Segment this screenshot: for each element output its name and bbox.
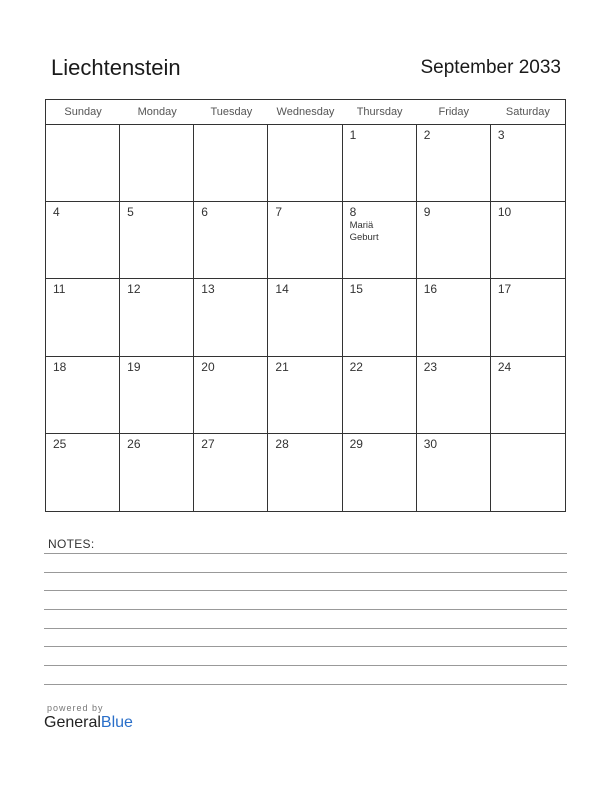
notes-line bbox=[44, 553, 567, 554]
day-cell bbox=[194, 279, 268, 356]
notes-label: NOTES: bbox=[48, 537, 95, 551]
day-number: 9 bbox=[423, 205, 431, 220]
powered-by-text: powered by bbox=[47, 703, 104, 713]
country-title: Liechtenstein bbox=[51, 55, 181, 80]
brand-name bbox=[44, 714, 133, 731]
day-cell bbox=[343, 279, 417, 356]
day-number: 1 bbox=[349, 128, 357, 142]
day-cell bbox=[491, 357, 565, 434]
day-cell bbox=[268, 357, 342, 434]
day-cell bbox=[268, 279, 342, 356]
day-number: 21 bbox=[275, 359, 289, 374]
day-cell bbox=[46, 125, 120, 202]
day-number: 20 bbox=[201, 359, 215, 374]
day-number: 14 bbox=[275, 282, 289, 297]
day-number: 6 bbox=[201, 205, 208, 220]
day-cell bbox=[417, 125, 491, 202]
notes-line bbox=[44, 665, 567, 666]
day-cell bbox=[343, 434, 417, 511]
day-number: 10 bbox=[497, 205, 512, 220]
day-cell bbox=[417, 279, 491, 356]
day-cell bbox=[417, 434, 491, 511]
brand-blue: Blue bbox=[100, 714, 133, 731]
weekday-header bbox=[46, 100, 565, 125]
weekday-label: Saturday bbox=[505, 106, 550, 118]
day-cell bbox=[120, 125, 194, 202]
day-number: 29 bbox=[349, 436, 363, 451]
day-number: 27 bbox=[201, 436, 215, 451]
weekday-label: Tuesday bbox=[210, 106, 253, 118]
day-number: 24 bbox=[497, 359, 512, 374]
day-cell bbox=[46, 434, 120, 511]
day-number: 3 bbox=[497, 128, 505, 142]
day-cell bbox=[194, 125, 268, 202]
notes-line bbox=[44, 684, 567, 685]
day-cell bbox=[268, 125, 342, 202]
notes-line bbox=[44, 572, 567, 573]
day-number: 7 bbox=[275, 205, 283, 220]
month-year-title: September 2033 bbox=[420, 57, 561, 78]
day-cell bbox=[417, 202, 491, 279]
weekday-label: Wednesday bbox=[276, 106, 335, 118]
notes-line bbox=[44, 590, 567, 591]
day-cell bbox=[343, 357, 417, 434]
day-cells bbox=[46, 125, 565, 511]
day-number: 13 bbox=[201, 282, 215, 297]
day-number: 28 bbox=[275, 436, 289, 451]
day-number: 22 bbox=[349, 359, 363, 374]
day-cell bbox=[120, 279, 194, 356]
day-cell bbox=[120, 357, 194, 434]
day-number: 18 bbox=[53, 359, 67, 374]
day-cell bbox=[491, 202, 565, 279]
day-number: 4 bbox=[53, 205, 60, 220]
notes-line bbox=[44, 609, 567, 610]
day-cell bbox=[46, 202, 120, 279]
day-number: 5 bbox=[127, 205, 134, 220]
notes-line bbox=[44, 646, 567, 647]
weekday-label: Friday bbox=[438, 106, 470, 118]
day-cell bbox=[120, 434, 194, 511]
holiday-label: Mariä Geburt bbox=[349, 220, 379, 244]
day-cell bbox=[343, 125, 417, 202]
day-cell bbox=[194, 357, 268, 434]
day-number: 2 bbox=[423, 128, 431, 142]
brand-general: General bbox=[44, 714, 101, 731]
notes-line bbox=[44, 628, 567, 629]
day-number: 19 bbox=[127, 359, 141, 374]
day-number: 23 bbox=[423, 359, 438, 374]
day-number: 30 bbox=[423, 436, 438, 451]
day-number: 25 bbox=[53, 436, 67, 451]
day-cell bbox=[194, 434, 268, 511]
day-cell bbox=[343, 202, 417, 279]
day-number: 16 bbox=[423, 282, 438, 297]
day-cell bbox=[268, 434, 342, 511]
weekday-label: Thursday bbox=[356, 106, 403, 118]
day-cell bbox=[120, 202, 194, 279]
day-number: 15 bbox=[349, 282, 363, 297]
day-cell bbox=[417, 357, 491, 434]
day-cell bbox=[491, 279, 565, 356]
day-cell bbox=[268, 202, 342, 279]
day-number: 12 bbox=[127, 282, 141, 297]
weekday-label: Sunday bbox=[64, 106, 102, 118]
day-cell bbox=[194, 202, 268, 279]
day-cell bbox=[491, 125, 565, 202]
brand-logo bbox=[44, 703, 133, 733]
weekday-label: Monday bbox=[137, 106, 177, 118]
day-number: 8 bbox=[349, 205, 357, 220]
day-number: 17 bbox=[497, 282, 512, 297]
day-cell bbox=[46, 279, 120, 356]
calendar-grid bbox=[45, 99, 566, 512]
day-number: 11 bbox=[53, 282, 66, 297]
day-cell bbox=[491, 434, 565, 511]
day-cell bbox=[46, 357, 120, 434]
day-number: 26 bbox=[127, 436, 141, 451]
